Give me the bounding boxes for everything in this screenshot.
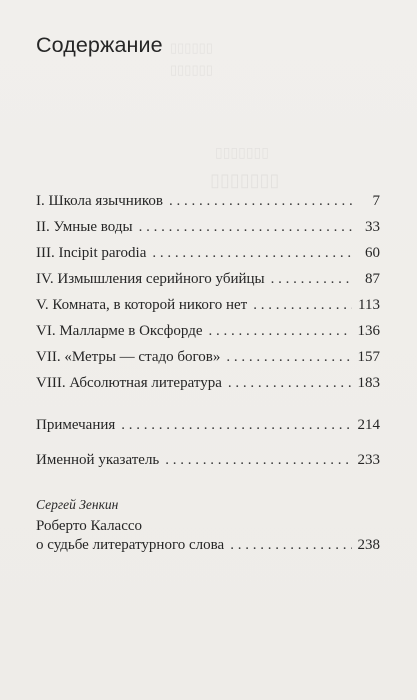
toc-entry-6	[36, 323, 380, 349]
toc-entry-notes	[36, 417, 380, 443]
toc-entry-page: 214	[357, 417, 380, 433]
toc-entry-title: IV. Измышления серийного убийцы	[36, 271, 265, 287]
toc-essay	[36, 537, 380, 563]
toc-entry-title: V. Комната, в которой никого нет	[36, 297, 248, 313]
show-through-decoration: ▯▯▯▯▯▯	[170, 62, 213, 77]
dot-leader	[226, 349, 351, 366]
toc-entry-title: VIII. Абсолютная литература	[36, 375, 222, 391]
toc-entry-title: II. Умные воды	[36, 219, 133, 235]
toc-notes	[36, 417, 380, 443]
toc-entry-page: 157	[357, 349, 380, 365]
toc-entry-title: Именной указатель	[36, 452, 160, 468]
show-through-decoration: ▯▯▯▯▯▯▯	[210, 170, 280, 190]
essay-author: Сергей Зенкин	[36, 497, 119, 512]
dot-leader	[139, 219, 352, 236]
dot-leader	[230, 537, 351, 554]
toc-entry-1	[36, 193, 380, 219]
dot-leader	[152, 245, 352, 262]
toc-entry-page: 87	[365, 271, 380, 287]
toc-entry-page: 33	[365, 219, 380, 235]
toc-entry-2	[36, 219, 380, 245]
toc-entry-page: 233	[357, 452, 380, 468]
toc-entry-page: 238	[357, 537, 380, 553]
toc-entry-page: 113	[358, 297, 380, 313]
toc-entry-title: VII. «Метры — стадо богов»	[36, 349, 221, 365]
toc-entry-8	[36, 375, 380, 401]
essay-title-line1: Роберто Калассо	[36, 518, 143, 534]
toc-entry-7	[36, 349, 380, 375]
table-of-contents	[36, 193, 380, 401]
dot-leader	[228, 375, 352, 392]
toc-index	[36, 452, 380, 478]
toc-entry-page: 136	[357, 323, 380, 339]
dot-leader	[165, 452, 351, 469]
show-through-decoration: ▯▯▯▯▯▯▯	[215, 146, 269, 161]
toc-entry-title: Примечания	[36, 417, 116, 433]
toc-entry-page: 183	[357, 375, 380, 391]
toc-entry-4	[36, 271, 380, 297]
dot-leader	[169, 193, 352, 210]
toc-entry-index	[36, 452, 380, 478]
page-title: Содержание	[36, 33, 163, 57]
show-through-decoration: ▯▯▯▯▯▯	[170, 40, 213, 55]
toc-entry-page: 60	[365, 245, 380, 261]
essay-title-line2: о судьбе литературного слова	[36, 537, 225, 553]
toc-entry-3	[36, 245, 380, 271]
toc-entry-essay	[36, 537, 380, 563]
toc-entry-title: VI. Малларме в Оксфорде	[36, 323, 203, 339]
toc-entry-5	[36, 297, 380, 323]
toc-entry-title: I. Школа язычников	[36, 193, 163, 209]
toc-entry-title: III. Incipit parodia	[36, 245, 147, 261]
dot-leader	[271, 271, 352, 288]
dot-leader	[121, 417, 351, 434]
toc-entry-page: 7	[372, 193, 380, 209]
dot-leader	[253, 297, 352, 314]
dot-leader	[209, 323, 352, 340]
